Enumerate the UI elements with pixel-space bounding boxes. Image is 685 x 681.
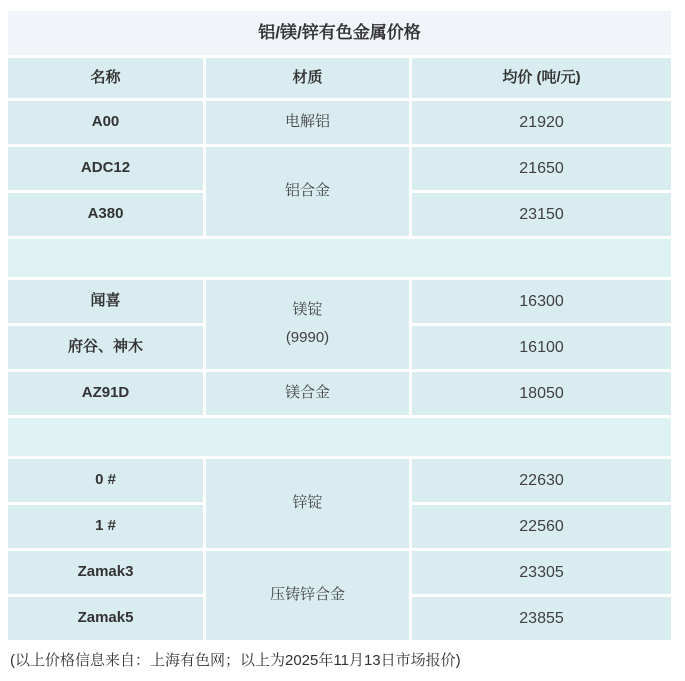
header-row bbox=[8, 58, 671, 98]
name-cell: 府谷、神木 bbox=[8, 326, 203, 369]
price-cell: 21650 bbox=[412, 147, 671, 190]
price-cell: 23855 bbox=[412, 597, 671, 640]
name-cell: AZ91D bbox=[8, 372, 203, 415]
metal-price-table bbox=[5, 8, 674, 643]
price-cell: 18050 bbox=[412, 372, 671, 415]
name-cell: Zamak5 bbox=[8, 597, 203, 640]
column-header-name: 名称 bbox=[8, 58, 203, 98]
separator-band bbox=[8, 418, 671, 456]
page-title: 铝/镁/锌有色金属价格 bbox=[8, 11, 671, 55]
price-cell: 22630 bbox=[412, 459, 671, 502]
price-cell: 21920 bbox=[412, 101, 671, 144]
name-cell: A00 bbox=[8, 101, 203, 144]
section-separator bbox=[8, 239, 671, 277]
material-cell: 铝合金 bbox=[206, 147, 409, 236]
price-cell: 22560 bbox=[412, 505, 671, 548]
material-grade: (9990) bbox=[285, 329, 330, 346]
name-cell: ADC12 bbox=[8, 147, 203, 190]
name-cell: Zamak3 bbox=[8, 551, 203, 594]
material-cell: 镁合金 bbox=[206, 372, 409, 415]
material-cell bbox=[206, 280, 409, 369]
column-header-price: 均价 (吨/元) bbox=[412, 58, 671, 98]
price-cell: 23150 bbox=[412, 193, 671, 236]
price-cell: 16300 bbox=[412, 280, 671, 323]
price-cell: 16100 bbox=[412, 326, 671, 369]
table-row bbox=[8, 372, 671, 415]
price-cell: 23305 bbox=[412, 551, 671, 594]
section-separator bbox=[8, 418, 671, 456]
table-row bbox=[8, 280, 671, 323]
source-footnote: (以上价格信息来自：上海有色网；以上为2025年11月13日市场报价) bbox=[10, 652, 461, 669]
separator-band bbox=[8, 239, 671, 277]
name-cell: 闻喜 bbox=[8, 280, 203, 323]
material-line: 镁锭 bbox=[292, 301, 323, 319]
name-cell: 0 # bbox=[8, 459, 203, 502]
column-header-material: 材质 bbox=[206, 58, 409, 98]
material-cell: 锌锭 bbox=[206, 459, 409, 548]
name-cell: 1 # bbox=[8, 505, 203, 548]
table-row bbox=[8, 459, 671, 502]
title-row bbox=[8, 11, 671, 55]
table-row bbox=[8, 551, 671, 594]
material-cell: 电解铝 bbox=[206, 101, 409, 144]
table-row bbox=[8, 147, 671, 190]
table-row bbox=[8, 101, 671, 144]
material-cell: 压铸锌合金 bbox=[206, 551, 409, 640]
name-cell: A380 bbox=[8, 193, 203, 236]
